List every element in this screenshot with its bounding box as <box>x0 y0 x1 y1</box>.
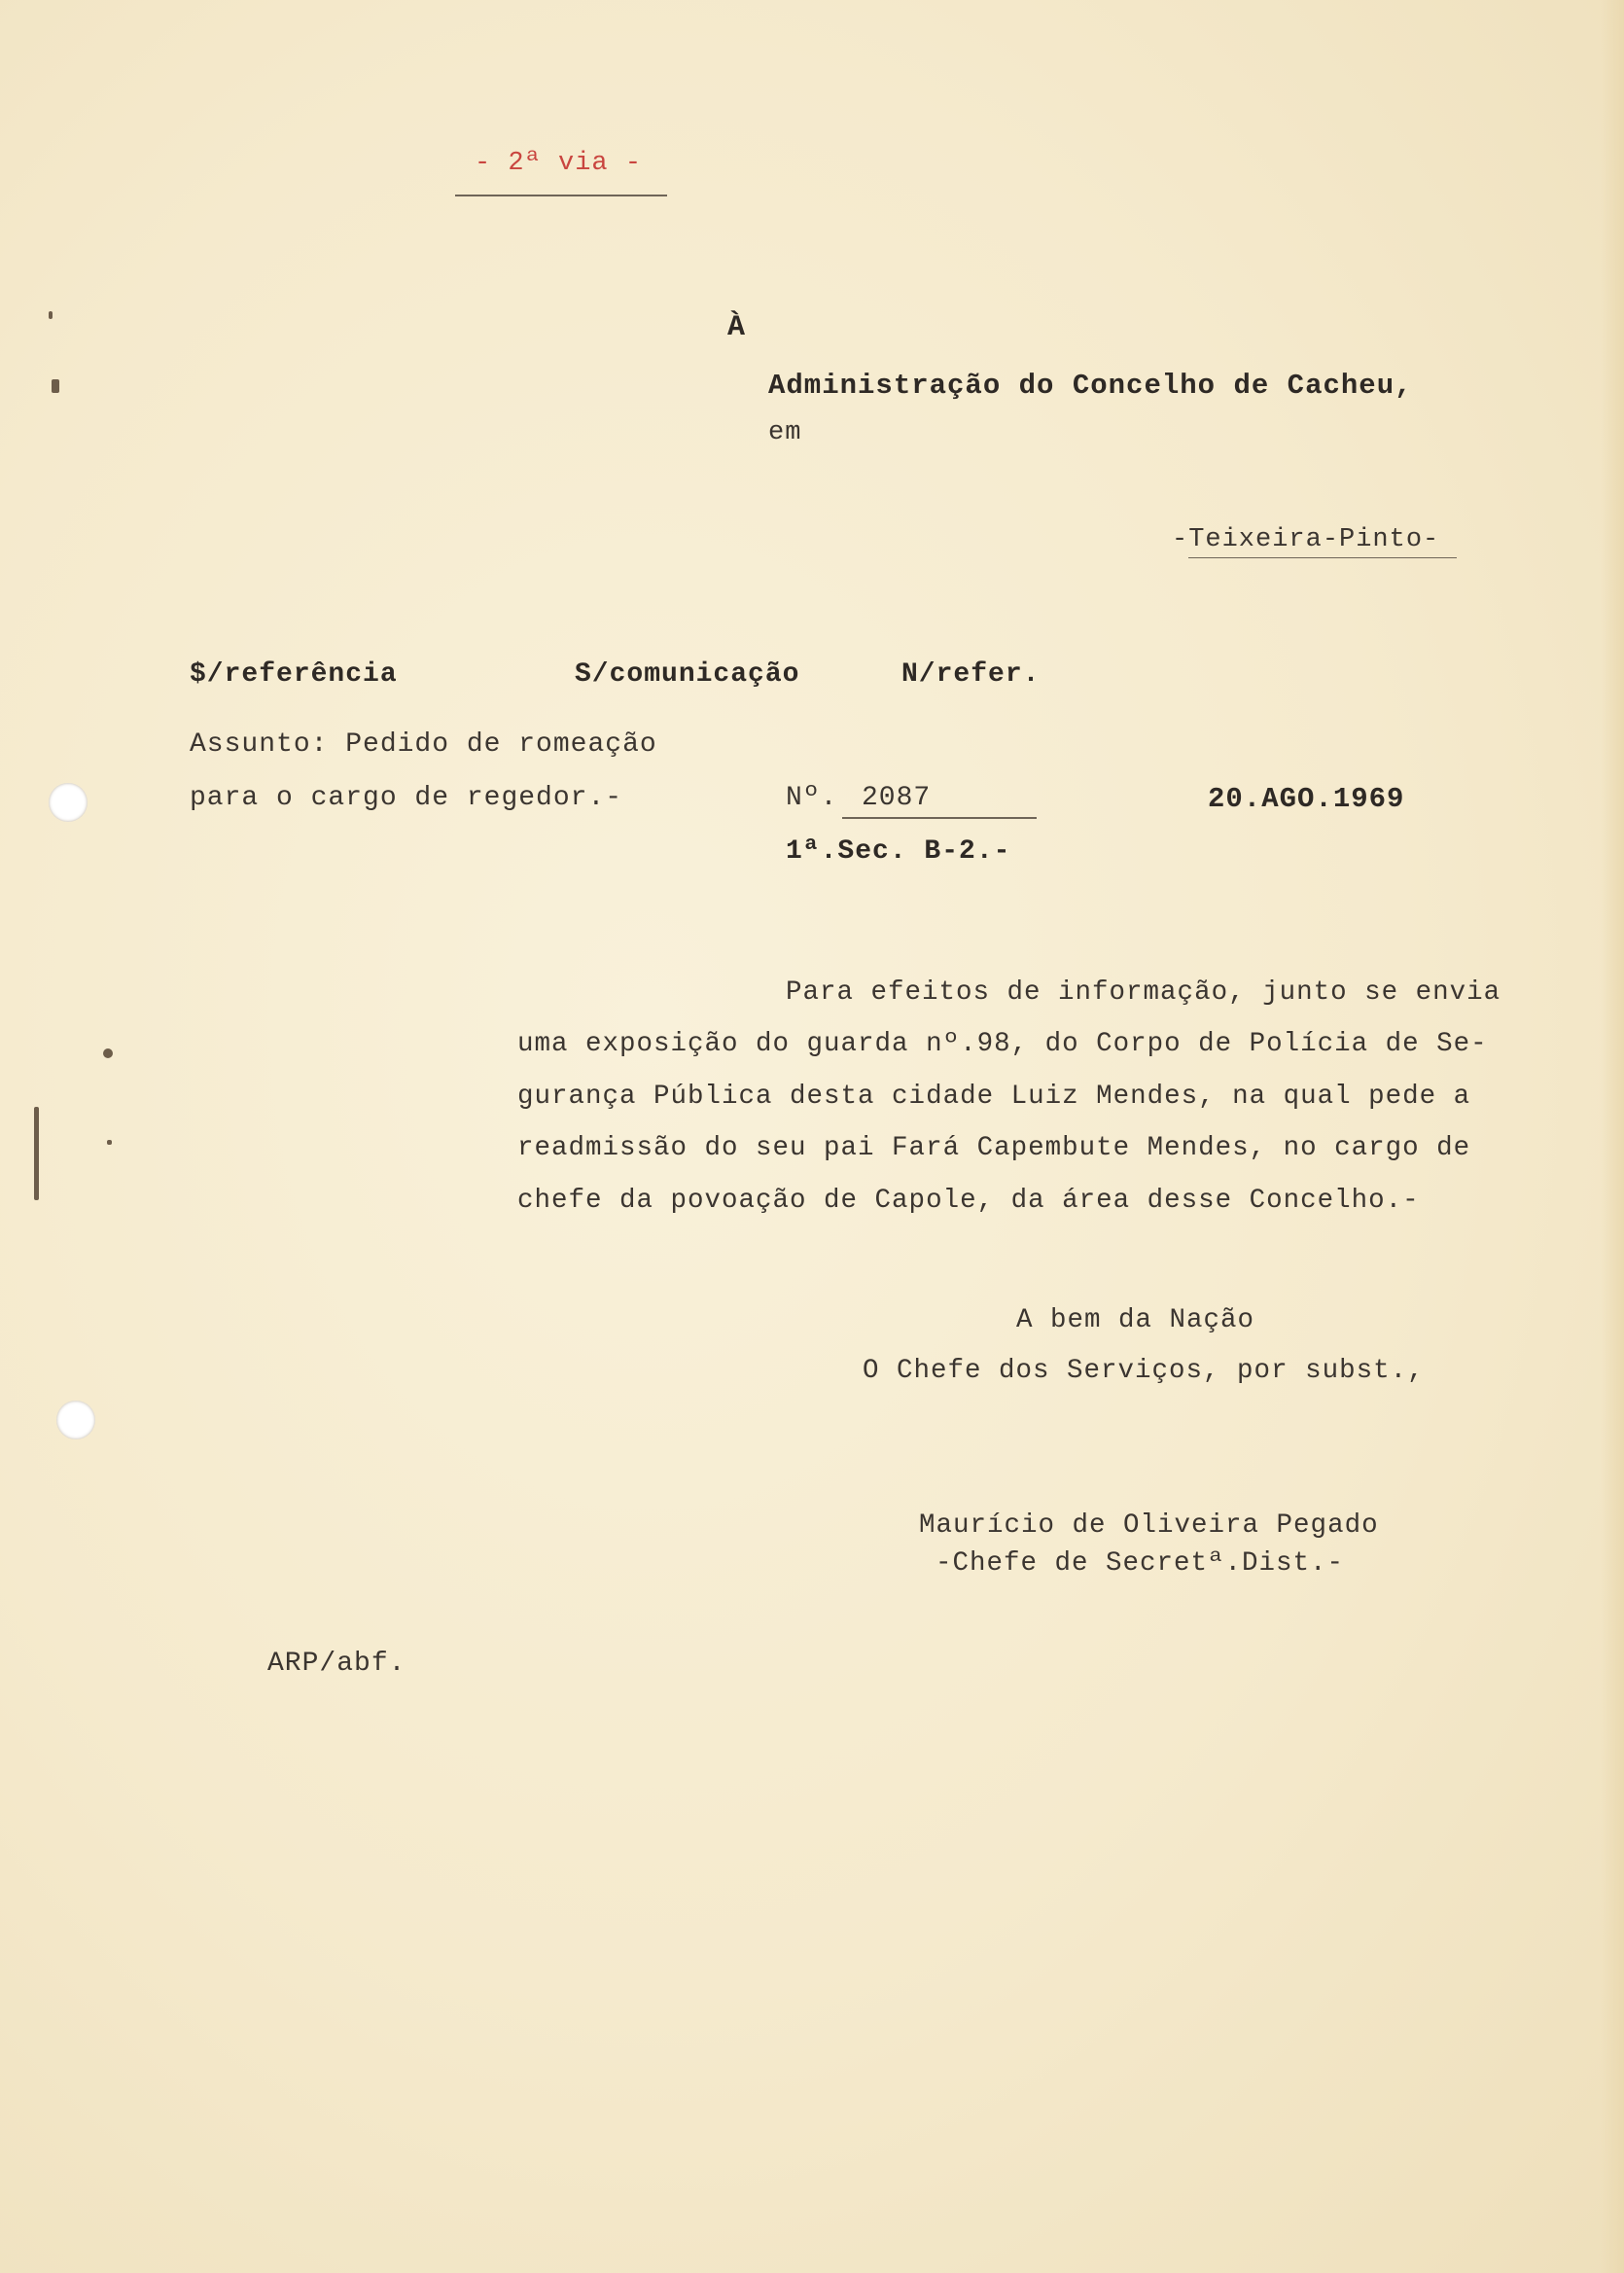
margin-mark <box>103 1048 113 1058</box>
number-label: Nº. <box>786 783 838 813</box>
typist-initials: ARP/abf. <box>267 1649 406 1679</box>
body-line-4: readmissão do seu pai Fará Capembute Mendes, no cargo de <box>517 1133 1471 1163</box>
n-refer-label: N/refer. <box>901 659 1041 690</box>
margin-mark <box>49 311 53 319</box>
closing-salutation: A bem da Nação <box>1016 1305 1255 1335</box>
addressee-in: em <box>768 418 802 447</box>
margin-mark <box>34 1107 39 1200</box>
number-underline <box>842 817 1037 819</box>
subject-line-2: para o cargo de regedor.- <box>190 783 623 813</box>
number-value: 2087 <box>862 783 932 813</box>
punch-hole-top <box>49 783 88 822</box>
addressee-place-underline <box>1188 557 1457 558</box>
number-section: 1ª.Sec. B-2.- <box>786 836 1011 867</box>
signatory-title: -Chefe de Secretª.Dist.- <box>936 1548 1345 1579</box>
s-referencia-label: $/referência <box>190 659 398 690</box>
subject-line-1: Assunto: Pedido de romeação <box>190 729 657 760</box>
s-comunicacao-label: S/comunicação <box>575 659 800 690</box>
body-line-3: gurança Pública desta cidade Luiz Mendes, na qual pede a <box>517 1082 1471 1112</box>
copy-mark-underline <box>455 195 667 196</box>
copy-mark: - 2ª via - <box>475 149 643 178</box>
body-line-5: chefe da povoação de Capole, da área desse Concelho.- <box>517 1186 1420 1216</box>
addressee-name: Administração do Concelho de Cacheu, <box>768 370 1413 402</box>
margin-mark <box>107 1140 112 1145</box>
signatory-name: Maurício de Oliveira Pegado <box>919 1510 1379 1541</box>
body-line-1: Para efeitos de informação, junto se envia <box>786 977 1501 1008</box>
document-date: 20.AGO.1969 <box>1208 783 1405 815</box>
closing-role: O Chefe dos Serviços, por subst., <box>863 1356 1425 1386</box>
punch-hole-bottom <box>56 1401 95 1439</box>
addressee-prefix: À <box>727 311 747 344</box>
addressee-place: -Teixeira-Pinto- <box>1172 525 1440 554</box>
paper-edge <box>1601 0 1624 2273</box>
margin-mark <box>52 379 59 393</box>
body-line-2: uma exposição do guarda nº.98, do Corpo de Polícia de Se- <box>517 1029 1488 1059</box>
